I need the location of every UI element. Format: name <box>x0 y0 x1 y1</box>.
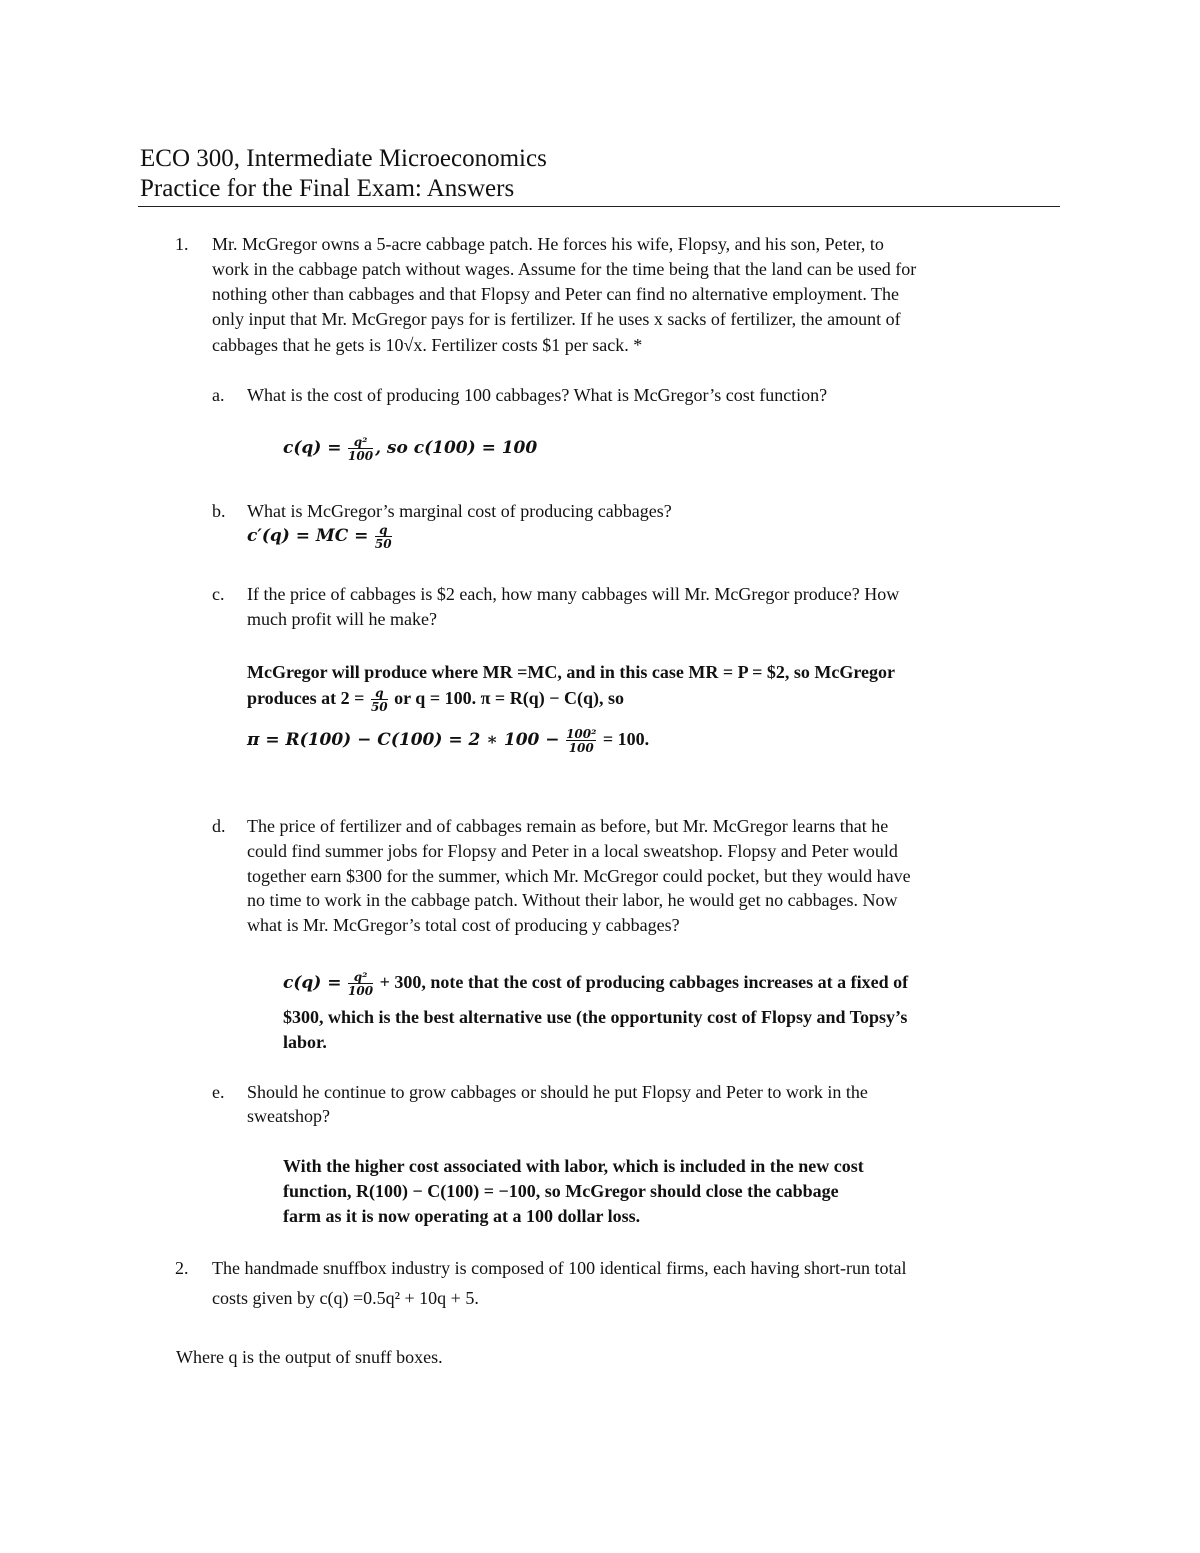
part-e-answer: With the higher cost associated with labor, which is included in the new cost <box>283 1156 864 1176</box>
exam-title: Practice for the Final Exam: Answers <box>140 175 515 202</box>
part-d-label: d. <box>212 816 226 836</box>
question-2-line: The handmade snuffbox industry is composed of 100 identical firms, each having short-run total <box>212 1258 907 1278</box>
part-c-answer: McGregor will produce where MR =MC, and in this case MR = P = $2, so McGregor <box>247 662 896 682</box>
question-1-number: 1. <box>175 234 189 254</box>
question-2-number: 2. <box>175 1258 189 1278</box>
course-title: ECO 300, Intermediate Microeconomics <box>140 145 547 172</box>
part-e-question: sweatshop? <box>247 1106 330 1126</box>
question-1-line: only input that Mr. McGregor pays for is fertilizer. If he uses x sacks of fertilizer, the amount of <box>212 309 901 329</box>
part-c-question: If the price of cabbages is $2 each, how many cabbages will Mr. McGregor produce? How <box>247 584 900 604</box>
part-d-answer: c(q) = $\frac{\text{q²}}{100}$ + 300, note that the cost of producing cabbages increases at a fixed of <box>283 969 909 998</box>
part-e-label: e. <box>212 1082 225 1102</box>
part-a-label: a. <box>212 385 225 405</box>
part-b-question: What is McGregor’s marginal cost of producing cabbages? <box>247 501 672 521</box>
question-1-line: nothing other than cabbages and that Flopsy and Peter can find no alternative employment. The <box>212 284 899 304</box>
question-2-footer: Where q is the output of snuff boxes. <box>176 1347 443 1367</box>
fraction: $\frac{q}{50}$ <box>370 685 388 714</box>
part-b-answer: c′(q) = MC = $\frac{q}{50}$ <box>247 522 392 551</box>
question-1-line: cabbages that he gets is 10√x. Fertilizer costs $1 per sack. * <box>212 335 643 355</box>
question-1-line: work in the cabbage patch without wages. Assume for the time being that the land can be used for <box>212 259 917 279</box>
question-1-line: Mr. McGregor owns a 5-acre cabbage patch. He forces his wife, Flopsy, and his son, Peter, to <box>212 234 884 254</box>
part-c-answer: produces at 2 = $\frac{q}{50}$ or q = 100. π = R(q) − C(q), so <box>247 685 624 714</box>
question-2-line: costs given by c(q) =0.5q² + 10q + 5. <box>212 1288 479 1308</box>
title-divider <box>138 206 1060 207</box>
part-d-answer: $300, which is the best alternative use (the opportunity cost of Flopsy and Topsy’s <box>283 1007 908 1027</box>
part-d-question: The price of fertilizer and of cabbages remain as before, but Mr. McGregor learns that he <box>247 816 889 836</box>
part-a-answer: c(q) = $\frac{\text{q²}}{100}$ , so c(100) = 100 <box>283 434 538 463</box>
fraction: $\frac{\text{q²}}{100}$ <box>348 434 374 463</box>
part-c-label: c. <box>212 584 225 604</box>
part-a-question: What is the cost of producing 100 cabbages? What is McGregor’s cost function? <box>247 385 828 405</box>
part-d-question: together earn $300 for the summer, which Mr. McGregor could pocket, but they would have <box>247 866 911 886</box>
part-d-question: what is Mr. McGregor’s total cost of producing y cabbages? <box>247 915 680 935</box>
fraction: $\frac{q}{50}$ <box>374 522 392 551</box>
fraction: $\frac{\text{100²}}{100}$ <box>566 726 597 755</box>
part-e-answer: function, R(100) − C(100) = −100, so McGregor should close the cabbage <box>283 1181 839 1201</box>
part-b-label: b. <box>212 501 226 521</box>
part-e-answer: farm as it is now operating at a 100 dollar loss. <box>283 1206 641 1226</box>
part-e-question: Should he continue to grow cabbages or should he put Flopsy and Peter to work in the <box>247 1082 868 1102</box>
part-c-answer: π = R(100) − C(100) = 2 ∗ 100 − $\frac{\text{100²}}{100}$ = 100. <box>247 726 650 755</box>
part-c-question: much profit will he make? <box>247 609 437 629</box>
part-d-question: could find summer jobs for Flopsy and Peter in a local sweatshop. Flopsy and Peter would <box>247 841 898 861</box>
part-d-answer: labor. <box>283 1032 327 1052</box>
part-d-question: no time to work in the cabbage patch. Without their labor, he would get no cabbages. Now <box>247 890 898 910</box>
fraction: $\frac{\text{q²}}{100}$ <box>348 969 374 998</box>
